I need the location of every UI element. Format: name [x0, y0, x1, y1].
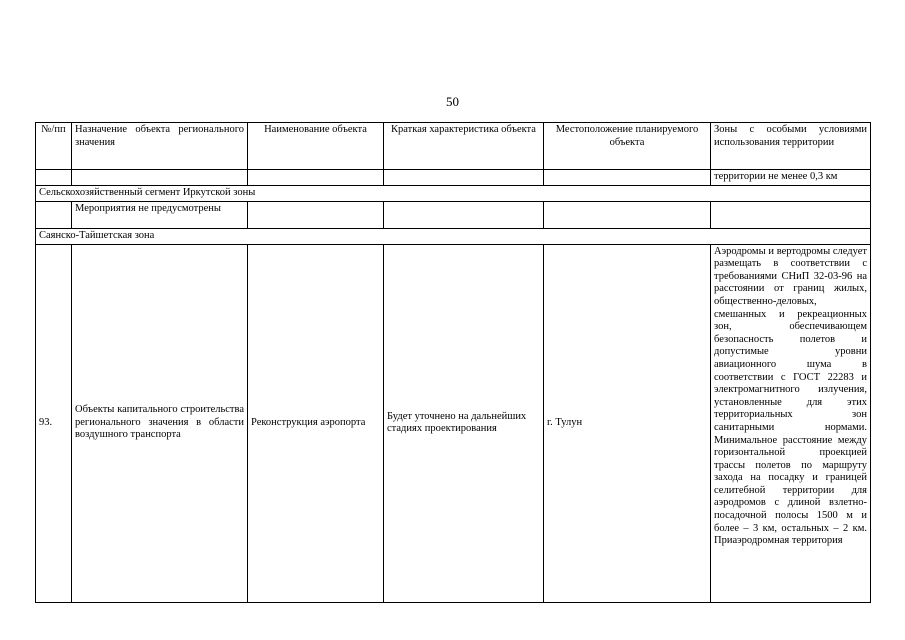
table-row — [36, 244, 871, 602]
cell-characteristic: Будет уточнено на дальнейших стадиях проектирования — [384, 244, 544, 602]
page-number: 50 — [446, 94, 459, 109]
cell-name — [248, 201, 384, 228]
cell-location: г. Тулун — [544, 244, 711, 602]
continuation-text: территории не менее 0,3 км — [711, 170, 871, 186]
section-row — [36, 228, 871, 244]
cell-zones: Аэродромы и вертодромы следует размещать в соответствии с требованиями СНиП 32-03-96 на расстоянии от границ жилых, общественно-деловых, смешанных и рекреационных зон, обеспечивающем безопасность полетов и допустимые уровни авиационного шума в соответствии с ГОСТ 22283 и электромагнитного излучения, установленные для этих территориальных зон санитарными нормами. Минимальное расстояние между горизонтальной проекцией трассы полетов по маршруту захода на посадку и границей селитебной территории для аэродромов с длиной взлетно-посадочной полосы 1500 м и более – 3 км, остальных – 2 км. Приаэродромная территория — [711, 244, 871, 602]
cell-zones — [711, 201, 871, 228]
section-title: Саянско-Тайшетская зона — [36, 228, 871, 244]
cell-purpose: Мероприятия не предусмотрены — [72, 201, 248, 228]
header-name: Наименование объекта — [248, 123, 384, 170]
table-header-row — [36, 123, 871, 170]
cell-num: 93. — [36, 244, 72, 602]
header-location: Местоположение планируемого объекта — [544, 123, 711, 170]
cell-characteristic — [384, 201, 544, 228]
header-num: №/пп — [36, 123, 72, 170]
cell-name: Реконструкция аэропорта — [248, 244, 384, 602]
table-row — [36, 201, 871, 228]
cell-location — [544, 201, 711, 228]
planning-table — [35, 122, 871, 603]
section-row — [36, 185, 871, 201]
cell-num — [36, 201, 72, 228]
header-purpose: Назначение объекта регионального значения — [72, 123, 248, 170]
continuation-row — [36, 170, 871, 186]
header-characteristic: Краткая характеристика объекта — [384, 123, 544, 170]
section-title: Сельскохозяйственный сегмент Иркутской зоны — [36, 185, 871, 201]
header-zones: Зоны с особыми условиями использования территории — [711, 123, 871, 170]
cell-purpose: Объекты капитального строительства регионального значения в области воздушного транспорта — [72, 244, 248, 602]
